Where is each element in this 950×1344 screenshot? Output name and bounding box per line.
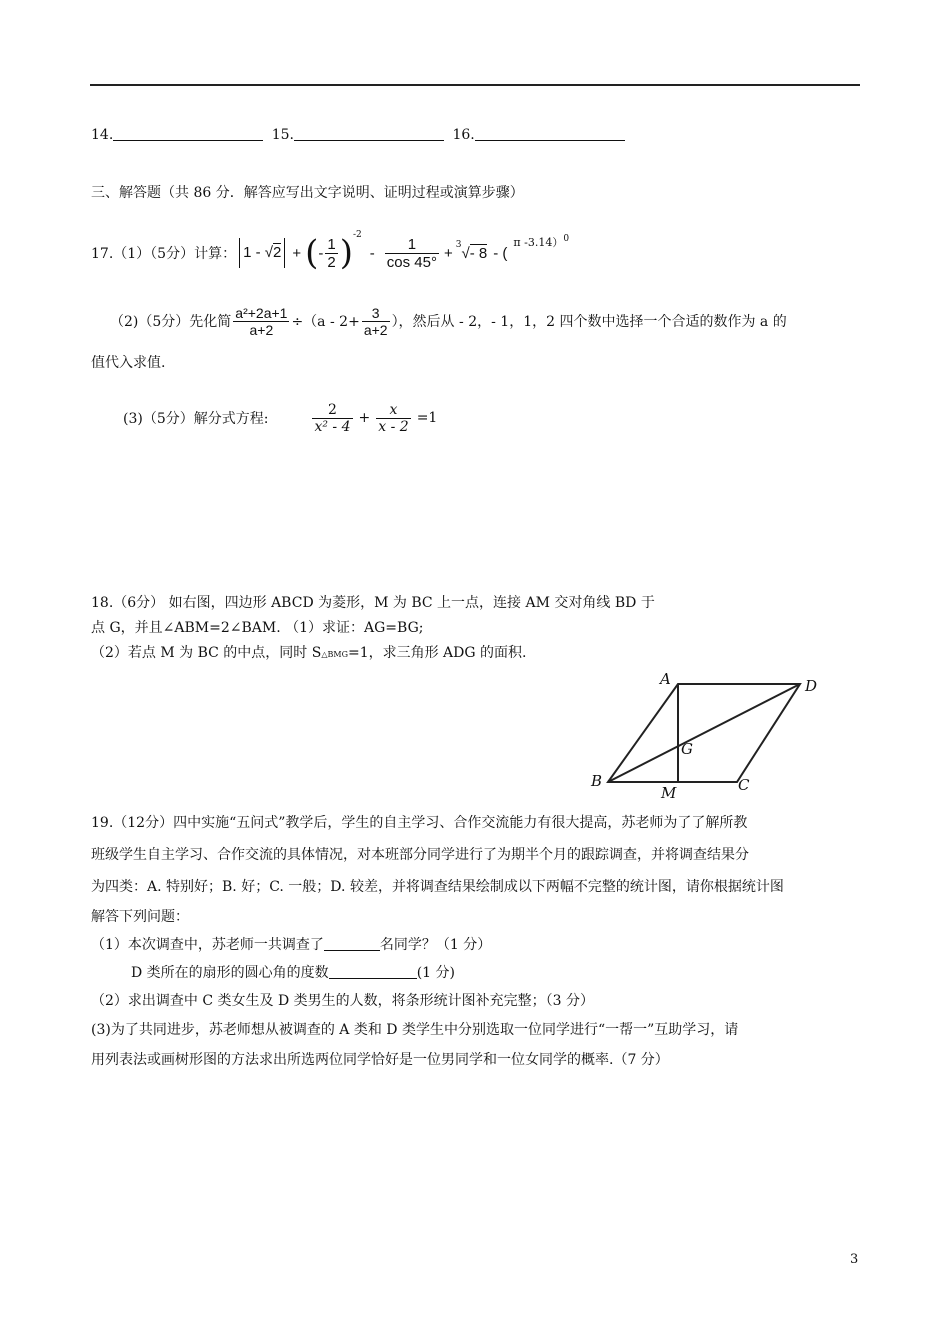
- p2-tail: ），然后从 - 2，- 1，1，2 四个数中选择一个合适的数作为 a 的: [391, 314, 787, 330]
- rhombus-figure: [585, 668, 835, 800]
- label-c: C: [738, 776, 750, 794]
- half-den: 2: [327, 253, 336, 271]
- plus-1: +: [292, 244, 302, 262]
- sqrt-two: 2: [273, 243, 282, 261]
- cbrt-icon: √: [461, 244, 470, 262]
- q19-blank-angle[interactable]: [329, 964, 417, 979]
- q16-label: 16.: [452, 127, 475, 143]
- answer-blanks: [91, 126, 625, 143]
- cos-frac: [385, 236, 439, 271]
- page-number: 3: [850, 1252, 859, 1267]
- q14-blank[interactable]: [113, 126, 263, 141]
- one: 1: [243, 243, 252, 261]
- p2-frac2: [362, 305, 390, 338]
- sqrt-icon: √: [264, 243, 274, 261]
- q15-label: 15.: [271, 127, 294, 143]
- p3-plus: +: [358, 410, 371, 426]
- p3-frac1: [312, 402, 352, 435]
- q18-line3: [91, 642, 526, 662]
- p2-num2: 3: [371, 304, 380, 321]
- p3-num2: x: [389, 401, 398, 418]
- q17-abs-expr: [236, 238, 288, 268]
- cbrt-value: - 8: [469, 245, 488, 262]
- p3-den1: x² - 4: [314, 418, 351, 435]
- q17-part3: [123, 396, 437, 440]
- q17-p3-label: (3)（5分）解分式方程:: [123, 411, 269, 427]
- minus: -: [255, 243, 261, 261]
- half-num: 1: [327, 235, 336, 253]
- q19-s2a: D 类所在的扇形的圆心角的度数: [131, 965, 329, 981]
- cos-den: cos 45°: [386, 253, 437, 271]
- q17-p2-label: （2)（5分）先化简: [110, 314, 232, 330]
- q15-blank[interactable]: [294, 126, 444, 141]
- q14-label: 14.: [91, 127, 114, 143]
- q18-line3a: （2）若点 M 为 BC 的中点，同时 S: [91, 645, 322, 661]
- q19-line2: 班级学生自主学习、合作交流的具体情况，对本班部分同学进行了为期半个月的跟踪调查，并将调查结果分: [91, 847, 749, 863]
- label-a: A: [660, 670, 671, 688]
- label-b: B: [591, 772, 603, 790]
- cbrt-index: 3: [455, 240, 462, 250]
- cos-num: 1: [407, 235, 417, 253]
- p2-mid: ÷（a - 2+: [291, 314, 360, 330]
- p3-eq: =1: [416, 410, 438, 426]
- neg-sign: -: [318, 244, 324, 262]
- q19-s1b: 名同学？（1 分）: [379, 937, 492, 953]
- minus-2: -: [369, 244, 375, 262]
- paren-open: (: [305, 233, 319, 273]
- q17-part2: [110, 299, 787, 343]
- label-m: M: [661, 784, 677, 800]
- pi-exp: 0: [563, 234, 570, 244]
- minus-3: - (: [493, 244, 508, 262]
- paren-close: ): [339, 233, 353, 273]
- q17-p2-line2: 值代入求值.: [91, 355, 166, 371]
- q19-s2b: (1 分): [416, 965, 455, 981]
- q19-s1a: （1）本次调查中，苏老师一共调查了: [91, 937, 324, 953]
- q17-part1: [91, 228, 569, 278]
- q18-subscript: △BMG: [321, 650, 348, 659]
- label-d: D: [805, 677, 818, 695]
- q19-blank-count[interactable]: [324, 936, 380, 951]
- q18-line1: 18.（6分） 如右图，四边形 ABCD 为菱形，M 为 BC 上一点，连接 AM 交对角线 BD 于: [91, 595, 655, 611]
- q17-p1-label: 17.（1）（5分）计算：: [91, 246, 237, 262]
- half-frac: [325, 236, 337, 271]
- q19-sub5: 用列表法或画树形图的方法求出所选两位同学恰好是一位男同学和一位女同学的概率.（7 分）: [91, 1052, 669, 1068]
- q16-blank[interactable]: [475, 126, 625, 141]
- label-g: G: [681, 740, 693, 758]
- q19-sub4: (3)为了共同进步，苏老师想从被调查的 A 类和 D 类学生中分别选取一位同学进行“一帮一”互助学习，请: [91, 1022, 739, 1038]
- q19-line3: 为四类：A. 特别好；B. 好；C. 一般；D. 较差，并将调查结果绘制成以下两幅不完整的统计图，请你根据统计图: [91, 879, 784, 895]
- q19-line4: 解答下列问题：: [91, 909, 189, 925]
- plus-2: +: [443, 244, 453, 262]
- q19-line1: 19.（12分）四中实施“五问式”教学后，学生的自主学习、合作交流能力有很大提高，苏老师为了了解所教: [91, 815, 748, 831]
- pi-expr: π -3.14）: [513, 236, 564, 249]
- section-heading: 三、解答题（共 86 分．解答应写出文字说明、证明过程或演算步骤）: [91, 185, 524, 201]
- p3-frac2: [376, 402, 410, 435]
- q18-line3b: =1，求三角形 ADG 的面积.: [347, 645, 527, 661]
- p3-num1: 2: [328, 401, 337, 418]
- q19-sub2: [131, 962, 455, 982]
- p2-den2: a+2: [363, 321, 388, 338]
- p3-den2: x - 2: [378, 418, 409, 435]
- p2-den: a+2: [233, 321, 289, 338]
- diagonal-bd: [608, 684, 800, 782]
- exp-neg2: -2: [353, 230, 362, 240]
- q19-sub3: （2）求出调查中 C 类女生及 D 类男生的人数，将条形统计图补充完整；（3 分）: [91, 993, 594, 1009]
- p2-frac1: [233, 305, 289, 338]
- q19-sub1: [91, 934, 491, 954]
- header-rule: [90, 84, 860, 86]
- q18-line2: 点 G，并且∠ABM=2∠BAM. （1）求证：AG=BG;: [91, 620, 424, 636]
- p2-num: a²+2a+1: [235, 304, 288, 321]
